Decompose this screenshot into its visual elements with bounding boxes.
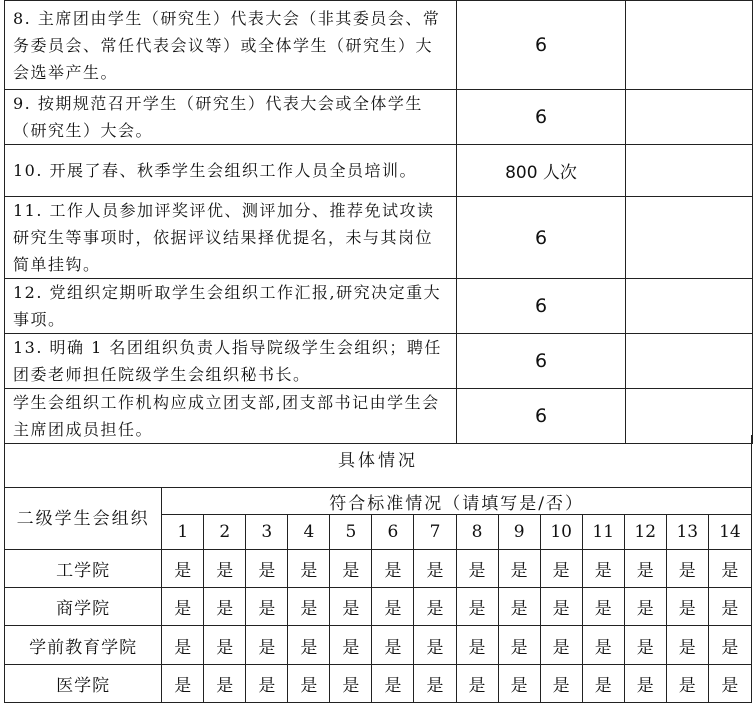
compliance-value: 是	[330, 626, 372, 665]
compliance-value: 是	[246, 665, 288, 703]
requirement-text: 10. 开展了春、秋季学生会组织工作人员全员培训。	[5, 145, 457, 197]
document-page	[4, 0, 752, 703]
requirement-score: 6	[457, 279, 626, 334]
table-row	[5, 334, 753, 389]
compliance-value: 是	[246, 626, 288, 665]
table-row	[5, 145, 753, 197]
requirement-text: 8. 主席团由学生（研究生）代表大会（非其委员会、常务委员会、常任代表会议等）或全体学生（研究生）大会选举产生。	[5, 1, 457, 90]
compliance-value: 是	[708, 588, 751, 626]
column-number: 6	[372, 515, 414, 550]
compliance-value: 是	[708, 626, 751, 665]
table-row	[5, 626, 752, 665]
column-number: 10	[540, 515, 582, 550]
compliance-value: 是	[498, 626, 540, 665]
compliance-value: 是	[456, 626, 498, 665]
compliance-value: 是	[162, 550, 204, 588]
table-row	[5, 588, 752, 626]
column-number: 13	[666, 515, 708, 550]
requirement-score: 800 人次	[457, 145, 626, 197]
compliance-value: 是	[456, 665, 498, 703]
column-number: 14	[708, 515, 751, 550]
compliance-value: 是	[162, 665, 204, 703]
compliance-value: 是	[666, 665, 708, 703]
compliance-value: 是	[288, 550, 330, 588]
column-number: 4	[288, 515, 330, 550]
compliance-value: 是	[498, 550, 540, 588]
compliance-value: 是	[540, 588, 582, 626]
compliance-value: 是	[582, 550, 624, 588]
compliance-value: 是	[246, 550, 288, 588]
empty-cell	[626, 145, 753, 197]
column-number: 3	[246, 515, 288, 550]
compliance-value: 是	[540, 665, 582, 703]
compliance-value: 是	[456, 588, 498, 626]
requirement-text: 9. 按期规范召开学生（研究生）代表大会或全体学生（研究生）大会。	[5, 90, 457, 145]
requirement-text: 13. 明确 1 名团组织负责人指导院级学生会组织；聘任团委老师担任院级学生会组织秘书长。	[5, 334, 457, 389]
compliance-value: 是	[708, 665, 751, 703]
requirement-score: 6	[457, 90, 626, 145]
column-number: 8	[456, 515, 498, 550]
table-row	[5, 197, 753, 279]
requirements-table	[4, 0, 753, 444]
requirement-text: 12. 党组织定期听取学生会组织工作汇报,研究决定重大事项。	[5, 279, 457, 334]
compliance-value: 是	[288, 588, 330, 626]
compliance-value: 是	[204, 626, 246, 665]
compliance-value: 是	[624, 588, 666, 626]
compliance-value: 是	[414, 588, 456, 626]
empty-cell	[626, 1, 753, 90]
compliance-value: 是	[456, 550, 498, 588]
org-name: 商学院	[5, 588, 162, 626]
column-number: 5	[330, 515, 372, 550]
compliance-value: 是	[666, 626, 708, 665]
compliance-value: 是	[162, 588, 204, 626]
table-row	[5, 1, 753, 90]
table-row	[5, 90, 753, 145]
compliance-value: 是	[582, 665, 624, 703]
requirement-score: 6	[457, 1, 626, 90]
table-row	[5, 665, 752, 703]
column-number: 11	[582, 515, 624, 550]
requirement-score: 6	[457, 334, 626, 389]
compliance-table	[4, 487, 752, 703]
column-number: 1	[162, 515, 204, 550]
header-row	[5, 488, 752, 515]
requirement-score: 6	[457, 197, 626, 279]
empty-cell	[626, 197, 753, 279]
requirement-score: 6	[457, 389, 626, 444]
requirement-text: 11. 工作人员参加评奖评优、测评加分、推荐免试攻读研究生等事项时，依据评议结果择优提名，未与其岗位简单挂钩。	[5, 197, 457, 279]
compliance-value: 是	[372, 665, 414, 703]
empty-cell	[626, 279, 753, 334]
compliance-value: 是	[624, 626, 666, 665]
org-name: 工学院	[5, 550, 162, 588]
compliance-value: 是	[582, 588, 624, 626]
compliance-value: 是	[708, 550, 751, 588]
empty-cell	[626, 334, 753, 389]
compliance-value: 是	[372, 626, 414, 665]
compliance-value: 是	[330, 665, 372, 703]
compliance-value: 是	[414, 665, 456, 703]
compliance-value: 是	[498, 665, 540, 703]
compliance-value: 是	[624, 665, 666, 703]
compliance-value: 是	[246, 588, 288, 626]
empty-cell	[626, 90, 753, 145]
requirement-text: 学生会组织工作机构应成立团支部,团支部书记由学生会主席团成员担任。	[5, 389, 457, 444]
column-number: 12	[624, 515, 666, 550]
compliance-value: 是	[540, 626, 582, 665]
compliance-value: 是	[162, 626, 204, 665]
compliance-value: 是	[372, 550, 414, 588]
compliance-value: 是	[204, 550, 246, 588]
compliance-value: 是	[330, 588, 372, 626]
compliance-value: 是	[288, 626, 330, 665]
column-number: 9	[498, 515, 540, 550]
compliance-value: 是	[288, 665, 330, 703]
compliance-value: 是	[372, 588, 414, 626]
org-name: 学前教育学院	[5, 626, 162, 665]
compliance-value: 是	[666, 550, 708, 588]
compliance-value: 是	[624, 550, 666, 588]
standard-header: 符合标准情况（请填写是/否）	[162, 488, 752, 515]
compliance-value: 是	[414, 626, 456, 665]
column-number: 2	[204, 515, 246, 550]
compliance-value: 是	[414, 550, 456, 588]
compliance-value: 是	[666, 588, 708, 626]
section-title: 具体情况	[4, 435, 752, 487]
compliance-value: 是	[204, 665, 246, 703]
table-row	[5, 279, 753, 334]
table-row	[5, 550, 752, 588]
column-number: 7	[414, 515, 456, 550]
compliance-value: 是	[582, 626, 624, 665]
compliance-value: 是	[330, 550, 372, 588]
org-name: 医学院	[5, 665, 162, 703]
compliance-value: 是	[540, 550, 582, 588]
org-column-header: 二级学生会组织	[5, 488, 162, 550]
compliance-value: 是	[498, 588, 540, 626]
compliance-value: 是	[204, 588, 246, 626]
